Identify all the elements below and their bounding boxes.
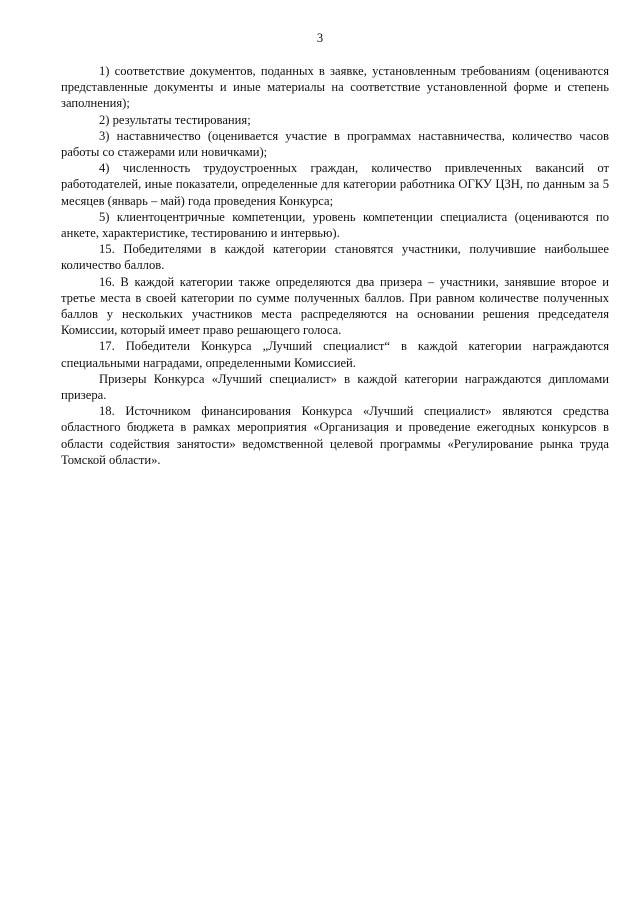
paragraph-criterion-1: 1) соответствие документов, поданных в заявке, установленным требованиям (оцениваются представленные документы и иные материалы на соответствие установленной форме и степень заполнения); [61,64,609,111]
paragraph-criterion-5: 5) клиентоцентричные компетенции, уровень компетенции специалиста (оцениваются по анкете, характеристике, тестированию и интервью). [61,209,609,241]
paragraph-clause-16: 16. В каждой категории также определяются два призера – участники, занявшие второе и третье места в своей категории по сумме полученных баллов. При равном количестве полученных баллов у нескольких участников места распределяются на основании решения председателя Комиссии, который имеет право решающего голоса. [61,274,609,338]
paragraph-clause-17: 17. Победители Конкурса „Лучший специалист“ в каждой категории награждаются специальными наградами, определенными Комиссией. [61,339,609,370]
paragraph-clause-18: 18. Источником финансирования Конкурса «Лучший специалист» являются средства областного бюджета в рамках мероприятия «Организация и проведение ежегодных конкурсов в области содействия занятости» ведомственной целевой программы «Регулирование рынка труда Томской области». [61,404,609,467]
paragraph-clause-15: 15. Победителями в каждой категории становятся участники, получившие наибольшее количество баллов. [61,242,609,273]
paragraph-criterion-3: 3) наставничество (оценивается участие в программах наставничества, количество часов работы со стажерами или новичками); [61,128,609,160]
document-body [61,63,609,468]
paragraph-criterion-4: 4) численность трудоустроенных граждан, количество привлеченных вакансий от работодателей, иные показатели, определенные для категории работника ОГКУ ЦЗН, по данным за 5 месяцев (январь – май) года проведения Конкурса; [61,161,609,208]
page-number: 3 [316,31,324,45]
paragraph-prize-winners: Призеры Конкурса «Лучший специалист» в каждой категории награждаются дипломами призера. [61,371,609,403]
paragraph-criterion-2: 2) результаты тестирования; [99,112,251,127]
